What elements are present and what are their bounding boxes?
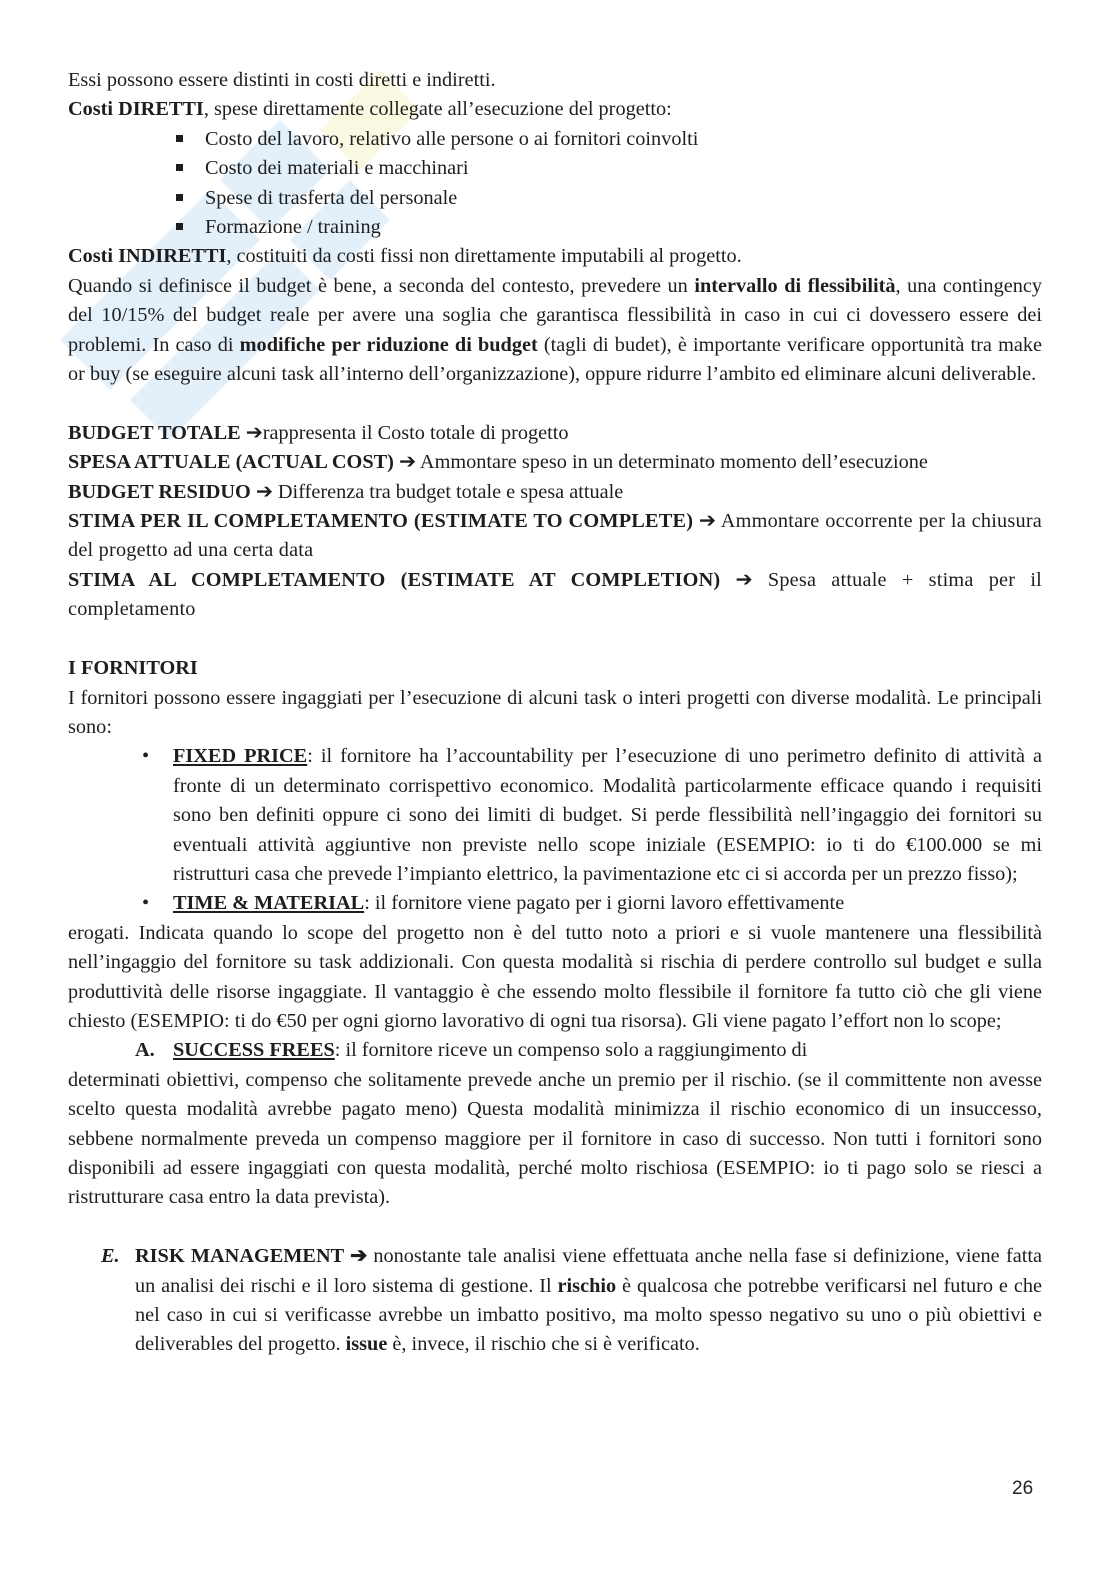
costi-diretti-line [68, 95, 1042, 124]
list-item: Formazione / training [68, 213, 1042, 242]
costi-diretti-label: Costi DIRETTI [68, 98, 204, 121]
costi-diretti-list [68, 125, 1042, 243]
arrow-icon: ➔ [350, 1245, 368, 1268]
definition-budget-residuo [68, 478, 1042, 507]
definition-spesa-attuale [68, 448, 1042, 477]
definition-eac [68, 566, 1042, 625]
budget-bold-2: modifiche per riduzione di budget [239, 333, 538, 356]
time-material-label: TIME & MATERIAL [173, 892, 365, 915]
definition-term: STIMA AL COMPLETAMENTO (ESTIMATE AT COMPLETION) [68, 568, 736, 591]
definition-desc: rappresenta il Costo totale di progetto [262, 421, 569, 444]
costi-diretti-text: , spese direttamente collegate all’esecuzione del progetto: [203, 98, 672, 121]
success-fees-label: SUCCESS FREES [173, 1039, 335, 1062]
arrow-icon: ➔ [398, 451, 416, 474]
bullet-icon: • [142, 892, 150, 915]
definition-term: BUDGET RESIDUO [68, 480, 256, 503]
fornitori-heading [68, 654, 1042, 683]
budget-paragraph [68, 272, 1042, 390]
list-marker: A. [135, 1039, 155, 1062]
budget-text-2: , una contingency del 10/15% del budget reale per avere una soglia che garantisca flessibilità in caso in cui ci dovessero essere dei problemi. In caso di [68, 274, 1042, 356]
risk-management-item [68, 1242, 1042, 1360]
bullet-icon: • [142, 745, 150, 768]
arrow-icon: ➔ [255, 480, 273, 503]
intro-line: Essi possono essere distinti in costi diretti e indiretti. [68, 69, 496, 91]
arrow-icon: ➔ [698, 510, 717, 533]
definition-desc: Ammontare occorrente per la chiusura del progetto ad una certa data [68, 510, 1042, 562]
budget-text-3: (tagli di budet), è importante verificare opportunità tra make or buy (se eseguire alcuni task all’interno dell’organizzazione), oppure ridurre l’ambito ed eliminare alcuni deliverable. [68, 333, 1043, 386]
definition-desc: Differenza tra budget totale e spesa attuale [272, 480, 624, 503]
success-fees-continuation: determinati obiettivi, compenso che solitamente prevede anche un premio per il rischio. (se il committente non avesse scelto questa modalità avrebbe pagato meno) Questa modalità minimizza il rischio economico di un insuccesso, sebbene normalmente preveda un compenso maggiore per il fornitore in caso di successo. Non tutti i fornitori sono disponibili ad essere ingaggiati con questa modalità, perché molto rischiosa (ESEMPIO: io ti pago solo se riesci a ristrutturare casa entro la data prevista). [68, 1068, 1042, 1209]
risk-text-1: nonostante tale analisi viene effettuata anche nella fase si definizione, viene fatta un analisi dei rischi e il loro sistema di gestione. Il [135, 1245, 1042, 1297]
list-marker: E. [101, 1245, 120, 1268]
fornitori-heading-text: I FORNITORI [68, 657, 198, 680]
definition-budget-totale [68, 419, 1042, 448]
definition-desc: Spesa attuale + stima per il completamento [68, 568, 1042, 621]
list-item: Costo dei materiali e macchinari [68, 154, 1042, 183]
costi-indiretti-text: , costituiti da costi fissi non direttamente imputabili al progetto. [226, 245, 742, 268]
risk-management-label: RISK MANAGEMENT [135, 1245, 351, 1268]
time-material-continuation: erogati. Indicata quando lo scope del progetto non è del tutto noto a priori e si vuole mantenere una flessibilità nell’ingaggio del fornitore su task addizionali. Con questa modalità si rischia di perdere controllo sul budget e sulla produttività delle risorse ingaggiate. Il vantaggio è che essendo molto flessibile il fornitore fa tutto ciò che gli viene chiesto (ESEMPIO: ti do €50 per ogni giorno lavorativo di ogni tua risorsa). Gli viene pagato l’effort non lo scope; [68, 921, 1042, 1032]
budget-bold-1: intervallo di flessibilità [694, 274, 896, 297]
costi-indiretti-line [68, 242, 1042, 271]
fixed-price-label: FIXED PRICE [173, 745, 308, 768]
fixed-price-item [68, 742, 1042, 889]
risk-bold-issue: issue [345, 1333, 388, 1356]
page-number: 26 [1012, 1478, 1034, 1499]
definition-term: SPESA ATTUALE (ACTUAL COST) [68, 451, 399, 474]
time-material-text: : il fornitore viene pagato per i giorni lavoro effettivamente [364, 892, 845, 915]
success-fees-item [68, 1036, 1042, 1065]
document-body [68, 66, 1042, 1360]
arrow-icon: ➔ [735, 568, 753, 591]
risk-bold-rischio: rischio [557, 1274, 617, 1297]
risk-text-2: è qualcosa che potrebbe verificarsi nel futuro e che nel caso in cui si verificasse avrebbe un imbatto positivo, ma molto spesso negativo su uno o più obiettivi e deliverables del progetto. [135, 1274, 1042, 1356]
list-item: Spese di trasferta del personale [68, 184, 1042, 213]
fornitori-intro: I fornitori possono essere ingaggiati per l’esecuzione di alcuni task o interi progetti con diverse modalità. Le principali sono: [68, 686, 1042, 738]
success-fees-text: : il fornitore riceve un compenso solo a raggiungimento di [334, 1039, 808, 1062]
time-material-item [68, 889, 1042, 918]
costi-indiretti-label: Costi INDIRETTI [68, 245, 227, 268]
arrow-icon: ➔ [245, 421, 263, 444]
definition-etc [68, 507, 1042, 566]
budget-text-1: Quando si definisce il budget è bene, a seconda del contesto, prevedere un [68, 274, 695, 297]
risk-text-3: è, invece, il rischio che si è verificato. [387, 1333, 700, 1356]
fixed-price-text: : il fornitore ha l’accountability per l’esecuzione di uno perimetro definito di attività a fronte di un determinato corrispettivo economico. Modalità particolarmente efficace quando i requisiti sono ben definiti oppure ci sono dei limiti di budget. Si perde flessibilità nell’ingaggio dei fornitori su eventuali attività aggiuntive non previste nello scope iniziale (ESEMPIO: io ti do €100.000 se mi ristrutturi casa che prevede l’impianto elettrico, la pavimentazione etc ci si accorda per un prezzo fisso); [173, 745, 1042, 885]
definition-term: BUDGET TOTALE [68, 421, 246, 444]
definition-desc: Ammontare speso in un determinato momento dell’esecuzione [415, 451, 928, 474]
definition-term: STIMA PER IL COMPLETAMENTO (ESTIMATE TO COMPLETE) [68, 510, 699, 533]
list-item: Costo del lavoro, relativo alle persone o ai fornitori coinvolti [68, 125, 1042, 154]
